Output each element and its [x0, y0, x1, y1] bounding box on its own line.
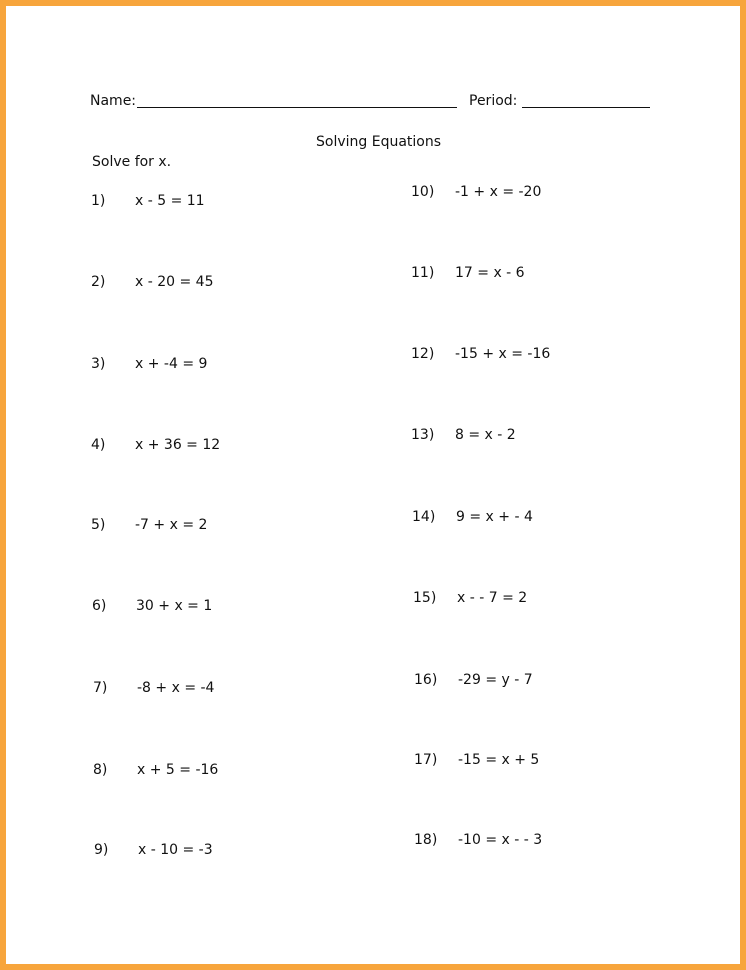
problem-equation: 8 = x - 2 [455, 427, 516, 443]
problem-equation: x + -4 = 9 [135, 356, 208, 372]
problem-number: 7) [93, 680, 108, 696]
problem-equation: -29 = y - 7 [458, 672, 533, 688]
problem-number: 8) [93, 762, 108, 778]
worksheet-title: Solving Equations [316, 134, 442, 150]
problem-equation: -10 = x - - 3 [458, 832, 543, 848]
problem-equation: -8 + x = -4 [137, 680, 215, 696]
problem-equation: -15 + x = -16 [455, 346, 551, 362]
problem-number: 9) [94, 842, 109, 858]
problem-number: 4) [91, 437, 106, 453]
problem-number: 13) [411, 427, 435, 443]
problem-number: 17) [414, 752, 438, 768]
problem-number: 11) [411, 265, 435, 281]
problem-equation: 9 = x + - 4 [456, 509, 533, 525]
problem-equation: x - 20 = 45 [135, 274, 214, 290]
problem-number: 2) [91, 274, 106, 290]
problem-number: 15) [413, 590, 437, 606]
problem-equation: -15 = x + 5 [458, 752, 540, 768]
problem-number: 16) [414, 672, 438, 688]
problem-equation: x + 5 = -16 [137, 762, 219, 778]
name-field-line[interactable] [137, 107, 457, 108]
name-label: Name: [90, 93, 137, 109]
period-label: Period: [469, 93, 518, 109]
problem-equation: -7 + x = 2 [135, 517, 208, 533]
problem-number: 3) [91, 356, 106, 372]
problem-number: 12) [411, 346, 435, 362]
problem-equation: 30 + x = 1 [136, 598, 213, 614]
problem-equation: 17 = x - 6 [455, 265, 525, 281]
problem-number: 1) [91, 193, 106, 209]
problem-equation: x - 5 = 11 [135, 193, 205, 209]
problem-number: 18) [414, 832, 438, 848]
problem-number: 5) [91, 517, 106, 533]
instructions: Solve for x. [92, 154, 172, 170]
period-field-line[interactable] [522, 107, 650, 108]
problem-equation: x + 36 = 12 [135, 437, 221, 453]
problem-equation: -1 + x = -20 [455, 184, 542, 200]
problem-equation: x - - 7 = 2 [457, 590, 528, 606]
problem-number: 14) [412, 509, 436, 525]
problem-number: 6) [92, 598, 107, 614]
problem-equation: x - 10 = -3 [138, 842, 213, 858]
problem-number: 10) [411, 184, 435, 200]
